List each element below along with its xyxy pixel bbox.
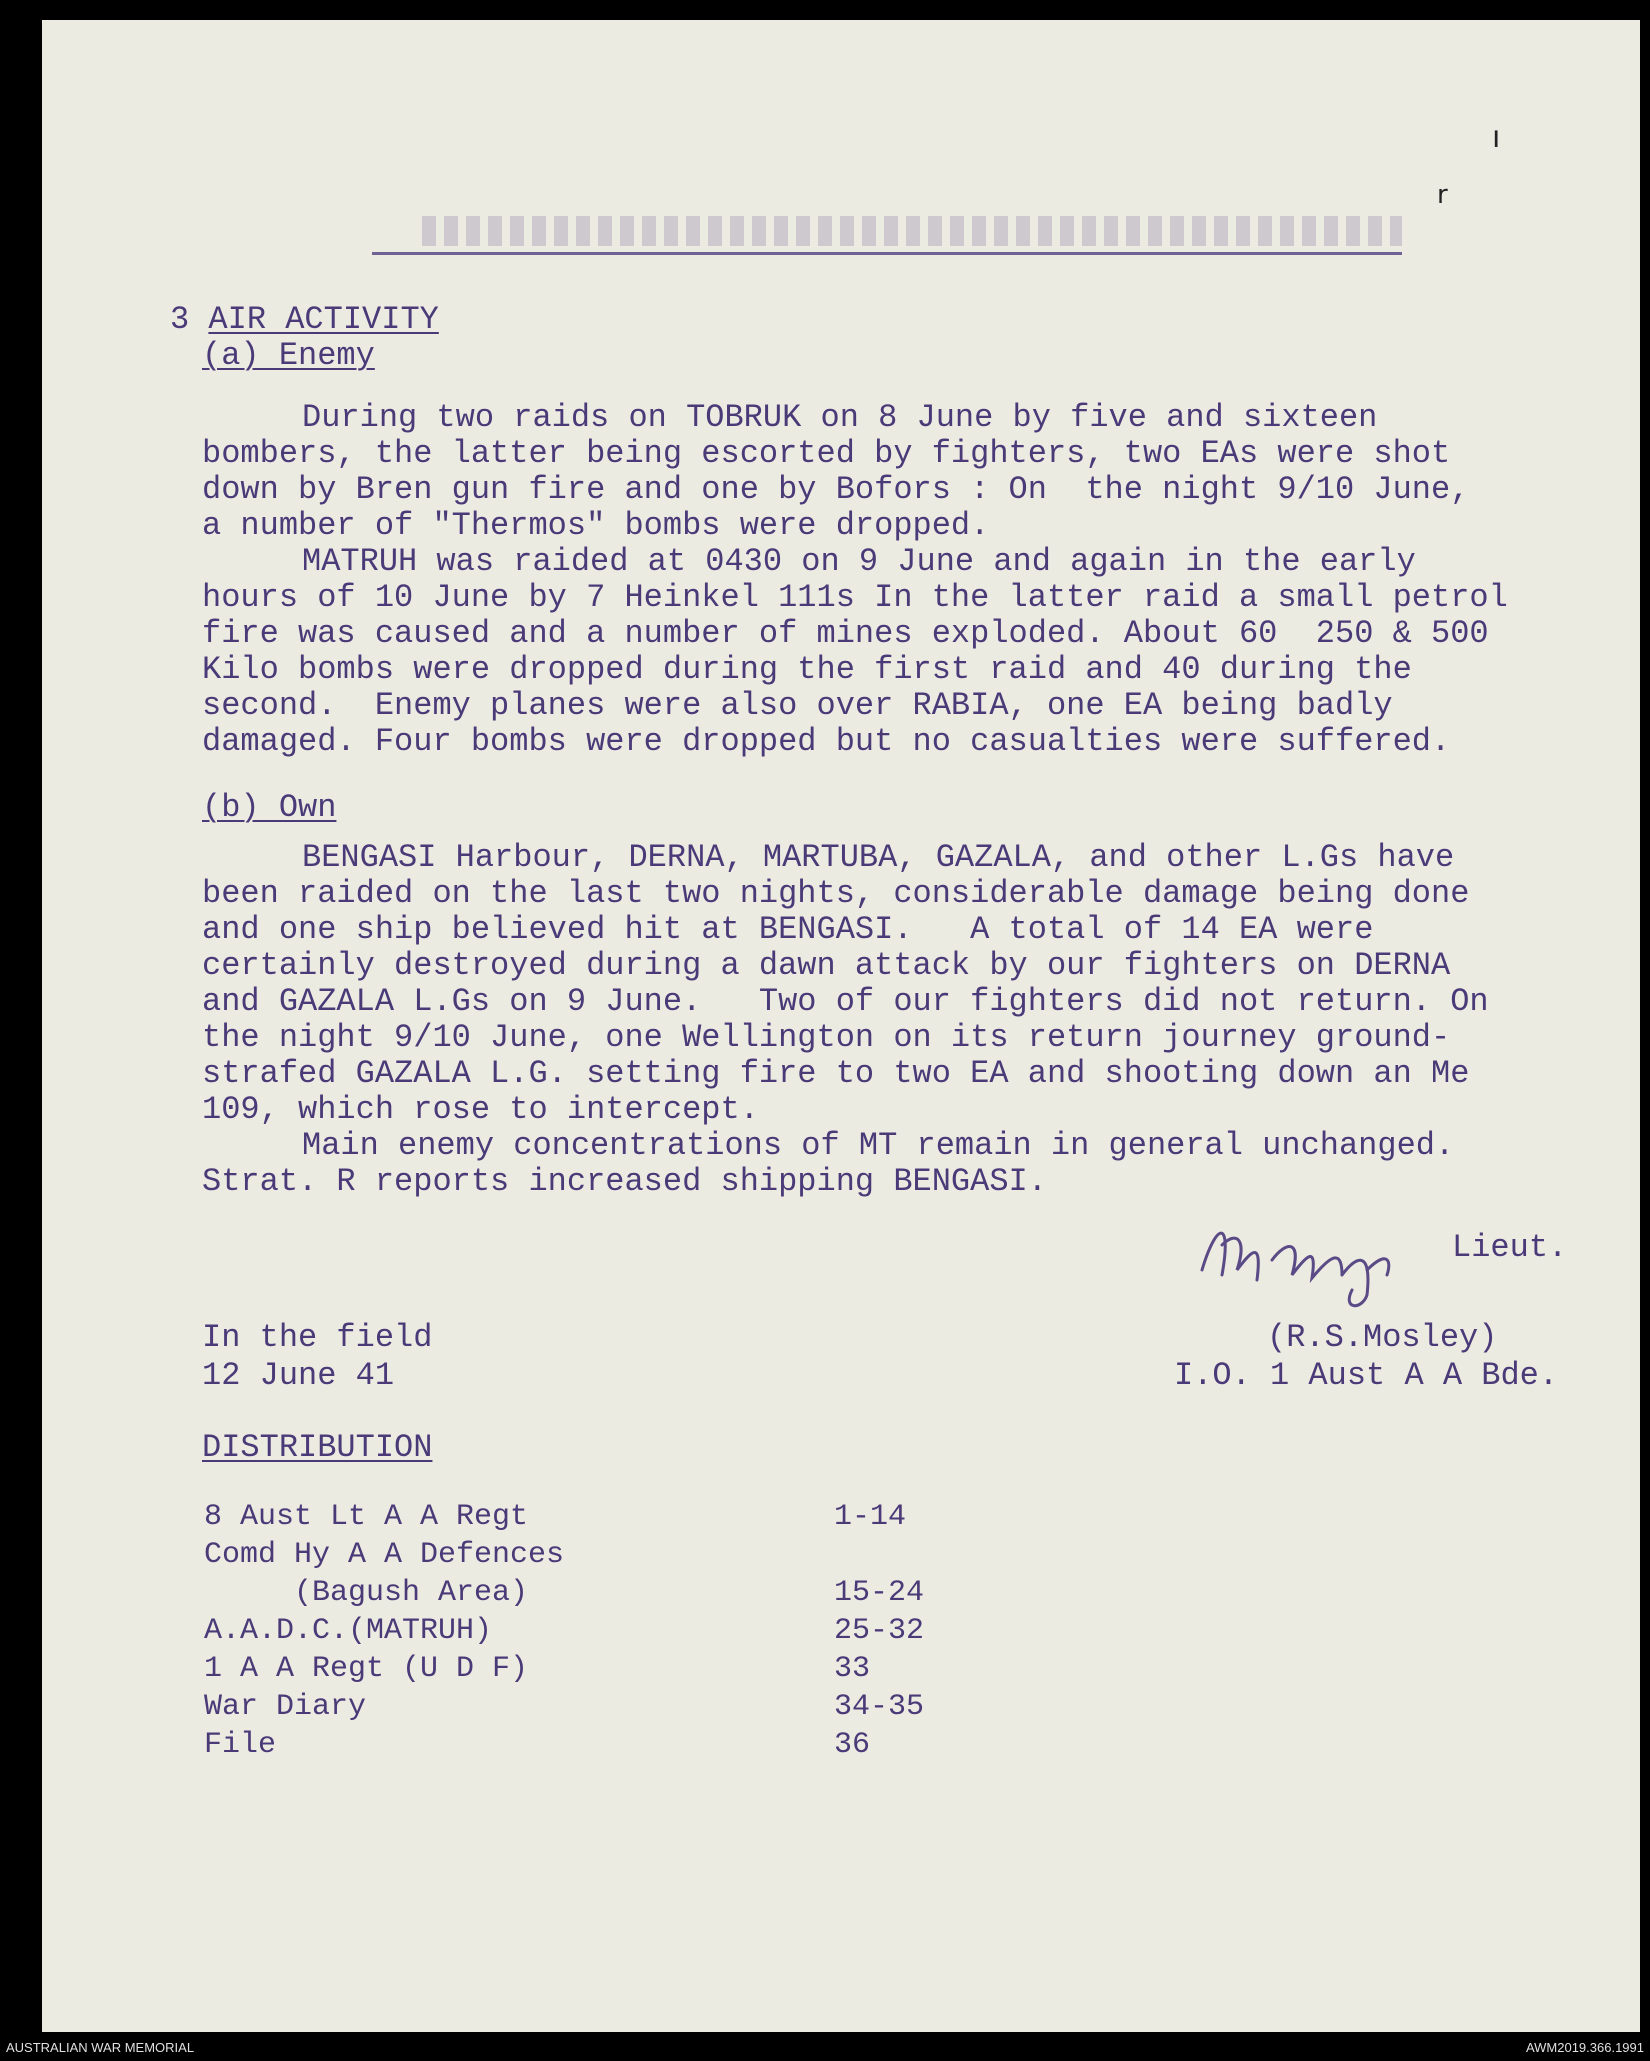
distribution-row bbox=[204, 1690, 1004, 1724]
signature-rank: Lieut. bbox=[1452, 1229, 1568, 1266]
footer-institution: AUSTRALIAN WAR MEMORIAL bbox=[6, 2040, 195, 2055]
header-rule bbox=[372, 252, 1402, 255]
signature-name: (R.S.Mosley) bbox=[1267, 1319, 1498, 1356]
distribution-recipient: File bbox=[204, 1728, 277, 1762]
distribution-recipient: 1 A A Regt (U D F) bbox=[204, 1652, 529, 1686]
distribution-row bbox=[204, 1576, 1004, 1610]
text-line: down by Bren gun fire and one by Bofors : On the night 9/10 June, bbox=[202, 471, 1470, 508]
text-line: During two raids on TOBRUK on 8 June by five and sixteen bbox=[302, 399, 1378, 436]
distribution-copies: 25-32 bbox=[834, 1614, 925, 1648]
handwritten-signature bbox=[1192, 1200, 1442, 1320]
section-heading: 3 AIR ACTIVITY bbox=[170, 301, 439, 338]
distribution-recipient: Comd Hy A A Defences bbox=[204, 1538, 565, 1572]
distribution-recipient: War Diary bbox=[204, 1690, 367, 1724]
footer-accession-number: AWM2019.366.1991 bbox=[1525, 2040, 1644, 2055]
text-line: the night 9/10 June, one Wellington on its return journey ground- bbox=[202, 1019, 1451, 1056]
document-page bbox=[42, 20, 1640, 2032]
archive-footer bbox=[0, 2032, 1650, 2061]
distribution-copies: 33 bbox=[834, 1652, 871, 1686]
distribution-heading: DISTRIBUTION bbox=[202, 1429, 433, 1466]
text-line: strafed GAZALA L.G. setting fire to two EA and shooting down an Me bbox=[202, 1055, 1470, 1092]
distribution-row bbox=[204, 1538, 1004, 1572]
pencil-mark: r bbox=[1437, 180, 1448, 210]
text-line: hours of 10 June by 7 Heinkel 111s In the latter raid a small petrol bbox=[202, 579, 1508, 616]
text-line: damaged. Four bombs were dropped but no casualties were suffered. bbox=[202, 723, 1451, 760]
text-line: Strat. R reports increased shipping BENGASI. bbox=[202, 1163, 1047, 1200]
distribution-row bbox=[204, 1652, 1004, 1686]
text-line: MATRUH was raided at 0430 on 9 June and again in the early bbox=[302, 543, 1416, 580]
text-line: Main enemy concentrations of MT remain in general unchanged. bbox=[302, 1127, 1455, 1164]
pencil-mark: ı bbox=[1492, 120, 1501, 155]
faded-header-strike bbox=[422, 216, 1402, 246]
distribution-recipient: A.A.D.C.(MATRUH) bbox=[204, 1614, 493, 1648]
distribution-row bbox=[204, 1500, 1004, 1534]
text-line: second. Enemy planes were also over RABIA, one EA being badly bbox=[202, 687, 1393, 724]
text-line: bombers, the latter being escorted by fighters, two EAs were shot bbox=[202, 435, 1451, 472]
text-line: been raided on the last two nights, considerable damage being done bbox=[202, 875, 1470, 912]
enemy-subheading: (a) Enemy bbox=[202, 337, 375, 374]
date-line: 12 June 41 bbox=[202, 1357, 395, 1394]
text-line: Kilo bombs were dropped during the first raid and 40 during the bbox=[202, 651, 1412, 688]
text-line: BENGASI Harbour, DERNA, MARTUBA, GAZALA, and other L.Gs have bbox=[302, 839, 1455, 876]
text-line: and one ship believed hit at BENGASI. A total of 14 EA were bbox=[202, 911, 1374, 948]
distribution-row bbox=[204, 1614, 1004, 1648]
distribution-copies: 1-14 bbox=[834, 1500, 907, 1534]
text-line: a number of "Thermos" bombs were dropped. bbox=[202, 507, 990, 544]
text-line: 109, which rose to intercept. bbox=[202, 1091, 759, 1128]
signature-unit: I.O. 1 Aust A A Bde. bbox=[1174, 1357, 1559, 1394]
text-line: fire was caused and a number of mines exploded. About 60 250 & 500 bbox=[202, 615, 1489, 652]
distribution-copies: 36 bbox=[834, 1728, 871, 1762]
distribution-recipient: (Bagush Area) bbox=[204, 1576, 529, 1610]
distribution-copies: 34-35 bbox=[834, 1690, 925, 1724]
distribution-row bbox=[204, 1728, 1004, 1762]
enemy-paragraph bbox=[202, 400, 1602, 760]
own-subheading: (b) Own bbox=[202, 789, 337, 826]
distribution-copies: 15-24 bbox=[834, 1576, 925, 1610]
distribution-recipient: 8 Aust Lt A A Regt bbox=[204, 1500, 529, 1534]
text-line: and GAZALA L.Gs on 9 June. Two of our fighters did not return. On bbox=[202, 983, 1489, 1020]
place-line: In the field bbox=[202, 1319, 433, 1356]
text-line: certainly destroyed during a dawn attack by our fighters on DERNA bbox=[202, 947, 1451, 984]
own-paragraph bbox=[202, 840, 1602, 1200]
